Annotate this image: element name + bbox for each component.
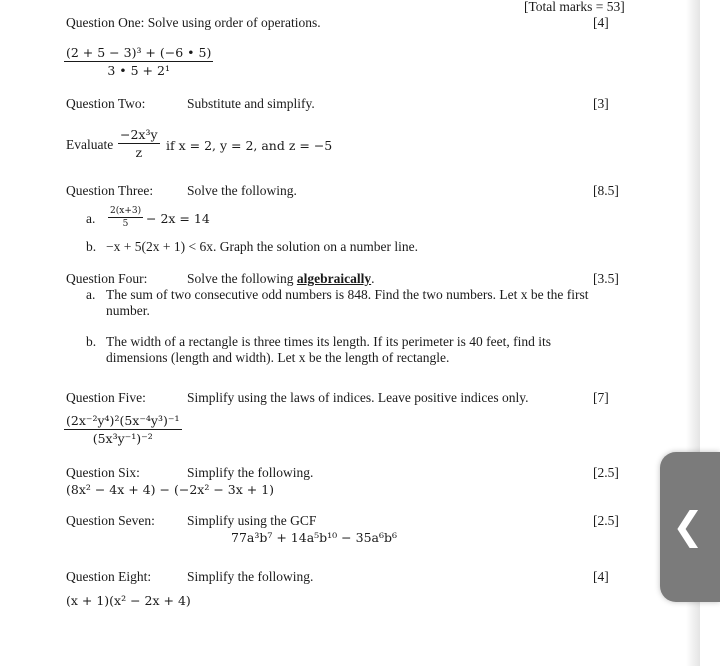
q4-a-line2: number.: [106, 303, 150, 318]
q1-numerator: (2 + 5 − 3)³ + (−6 • 5): [66, 45, 212, 60]
q8-expression: (x + 1)(x² − 2x + 4): [66, 593, 191, 608]
q4-a-letter: a.: [86, 287, 96, 302]
q2-fraction: [118, 127, 160, 160]
q5-marks: [7]: [593, 390, 609, 405]
q5-numerator: (2x⁻²y⁴)²(5x⁻⁴y³)⁻¹: [66, 413, 180, 428]
q2-denominator: z: [135, 145, 143, 160]
q5-denominator: (5x³y⁻¹)⁻²: [92, 431, 153, 446]
q3-instruction: Solve the following.: [187, 183, 297, 198]
q5-label: Question Five:: [66, 390, 146, 405]
q8-marks: [4]: [593, 569, 609, 584]
q2-evaluate: Evaluate: [66, 137, 114, 152]
q4-instruction-post: .: [371, 271, 375, 286]
q4-marks: [3.5]: [593, 271, 619, 286]
q1-title: Question One: Solve using order of operations.: [66, 15, 321, 30]
side-panel-tab[interactable]: [660, 452, 720, 602]
q4-instruction: [187, 271, 375, 287]
q6-instruction: Simplify the following.: [187, 465, 314, 480]
q7-instruction: Simplify using the GCF: [187, 513, 317, 528]
q3-a-fraction: [108, 206, 143, 229]
q1-denominator: 3 • 5 + 2¹: [107, 63, 170, 78]
total-marks: [Total marks = 53]: [524, 0, 625, 14]
q3-a-letter: a.: [86, 211, 96, 226]
q3-a-denominator: 5: [122, 219, 129, 229]
q3-marks: [8.5]: [593, 183, 619, 198]
q8-label: Question Eight:: [66, 569, 152, 584]
q3-b-letter: b.: [86, 239, 97, 254]
q1-marks: [4]: [593, 15, 609, 30]
q4-b-letter: b.: [86, 334, 97, 349]
q2-instruction: Substitute and simplify.: [187, 96, 315, 111]
q1-fraction: [64, 45, 213, 78]
q4-b-line1: The width of a rectangle is three times its length. If its perimeter is 40 feet, find its: [106, 334, 551, 349]
q3-a-numerator: 2(x+3): [110, 206, 142, 216]
q4-label: Question Four:: [66, 271, 148, 286]
q3-label: Question Three:: [66, 183, 154, 198]
q6-expression: (8x² − 4x + 4) − (−2x² − 3x + 1): [66, 482, 275, 497]
q3-b-text: −x + 5(2x + 1) < 6x. Graph the solution on a number line.: [106, 239, 419, 254]
q6-label: Question Six:: [66, 465, 140, 480]
q7-label: Question Seven:: [66, 513, 155, 528]
q4-instruction-pre: Solve the following: [187, 271, 294, 286]
q7-marks: [2.5]: [593, 513, 619, 528]
q5-instruction: Simplify using the laws of indices. Leave positive indices only.: [187, 390, 529, 405]
q6-marks: [2.5]: [593, 465, 619, 480]
q2-label: Question Two:: [66, 96, 146, 111]
q2-condition: if x = 2, y = 2, and z = −5: [166, 138, 333, 153]
q5-fraction: [64, 413, 182, 446]
chevron-left-icon[interactable]: ❮: [672, 504, 704, 548]
q4-instruction-emph: algebraically: [296, 271, 372, 286]
q3-a-rest: − 2x = 14: [146, 211, 210, 226]
q7-expression: 77a³b⁷ + 14a⁵b¹⁰ − 35a⁶b⁶: [231, 530, 397, 545]
q2-numerator: −2x³y: [120, 127, 158, 142]
q4-b-line2: dimensions (length and width). Let x be the length of rectangle.: [106, 350, 450, 365]
q4-a-line1: The sum of two consecutive odd numbers is 848. Find the two numbers. Let x be the first: [106, 287, 589, 302]
q2-marks: [3]: [593, 96, 609, 111]
q8-instruction: Simplify the following.: [187, 569, 314, 584]
